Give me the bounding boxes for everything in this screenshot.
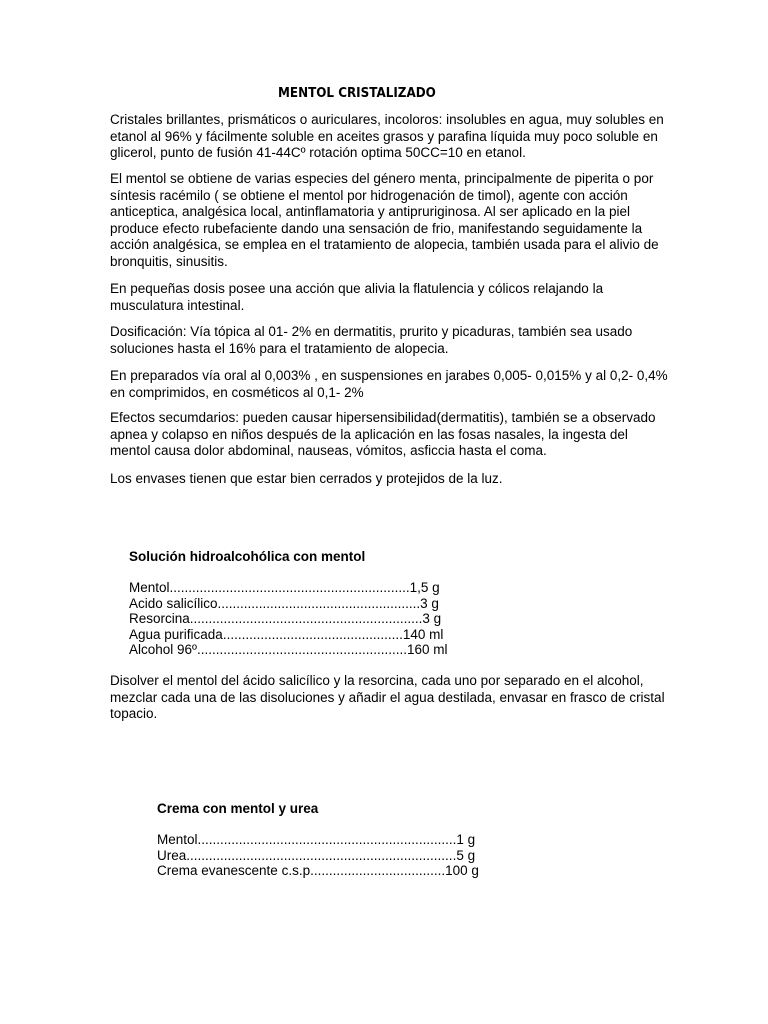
ingredient-line: Alcohol 96º........................................................160 ml — [129, 642, 448, 657]
paragraph-side-effects: Efectos secumdarios: pueden causar hipersensibilidad(dermatitis), también se a observado apnea y colapso en niños después de la aplicación en las fosas nasales, la ingesta del mentol causa dolor abdominal, nauseas, vómitos, asficcia hasta el coma. — [110, 410, 656, 459]
ingredient-line: Acido salicílico......................................................3 g — [129, 595, 439, 611]
paragraph-small-doses: En pequeñas dosis posee una acción que alivia la flatulencia y cólicos relajando la musculatura intestinal. — [110, 281, 604, 313]
recipe-1-title: Solución hidroalcohólica con mentol — [129, 549, 366, 564]
paragraph-oral-preparations: En preparados vía oral al 0,003% , en suspensiones en jarabes 0,005- 0,015% y al 0,2- 0,4% en comprimidos, en cosméticos al 0,1- 2% — [110, 368, 668, 400]
paragraph-origin: El mentol se obtiene de varias especies del género menta, principalmente de piperita o por síntesis racémilo ( se obtiene el mentol por hidrogenación de timol), agente con acción anticeptica, analgésica local, antinflamatoria y antipruriginosa. Al ser aplicado en la piel produce efecto rubefaciente dando una sensación de frio, manifestando seguidamente la acción analgésica, se emplea en el tratamiento de alopecia, también usada para el alivio de bronquitis, sinusitis. — [110, 171, 659, 269]
ingredient-line: Urea........................................................................5 g — [157, 847, 476, 863]
recipe-2-title: Crema con mentol y urea — [157, 801, 319, 816]
recipe-1-ingredients — [129, 580, 448, 658]
recipe-2-ingredients — [157, 832, 479, 879]
ingredient-line: Crema evanescente c.s.p....................................100 g — [157, 863, 479, 878]
document-title: MENTOL CRISTALIZADO — [278, 86, 436, 101]
paragraph-dosage: Dosificación: Vía tópica al 01- 2% en dermatitis, prurito y picaduras, también sea usado soluciones hasta el 16% para el tratamiento de alopecia. — [110, 324, 633, 356]
ingredient-line: Agua purificada................................................140 ml — [129, 626, 444, 642]
paragraph-description: Cristales brillantes, prismáticos o auriculares, incoloros: insolubles en agua, muy solubles en etanol al 96% y fácilmente soluble en aceites grasos y parafina líquida muy poco soluble en glicerol, punto de fusión 41-44Cº rotación optima 50CC=10 en etanol. — [110, 112, 664, 161]
recipe-1-instructions: Disolver el mentol del ácido salicílico y la resorcina, cada uno por separado en el alcohol, mezclar cada una de las disoluciones y añadir el agua destilada, envasar en frasco de cristal topacio. — [110, 673, 665, 722]
ingredient-line: Resorcina..............................................................3 g — [129, 611, 442, 626]
paragraph-storage: Los envases tienen que estar bien cerrados y protejidos de la luz. — [110, 471, 503, 486]
ingredient-line: Mentol................................................................1,5 g — [129, 580, 440, 595]
ingredient-line: Mentol.....................................................................1 g — [157, 832, 476, 847]
